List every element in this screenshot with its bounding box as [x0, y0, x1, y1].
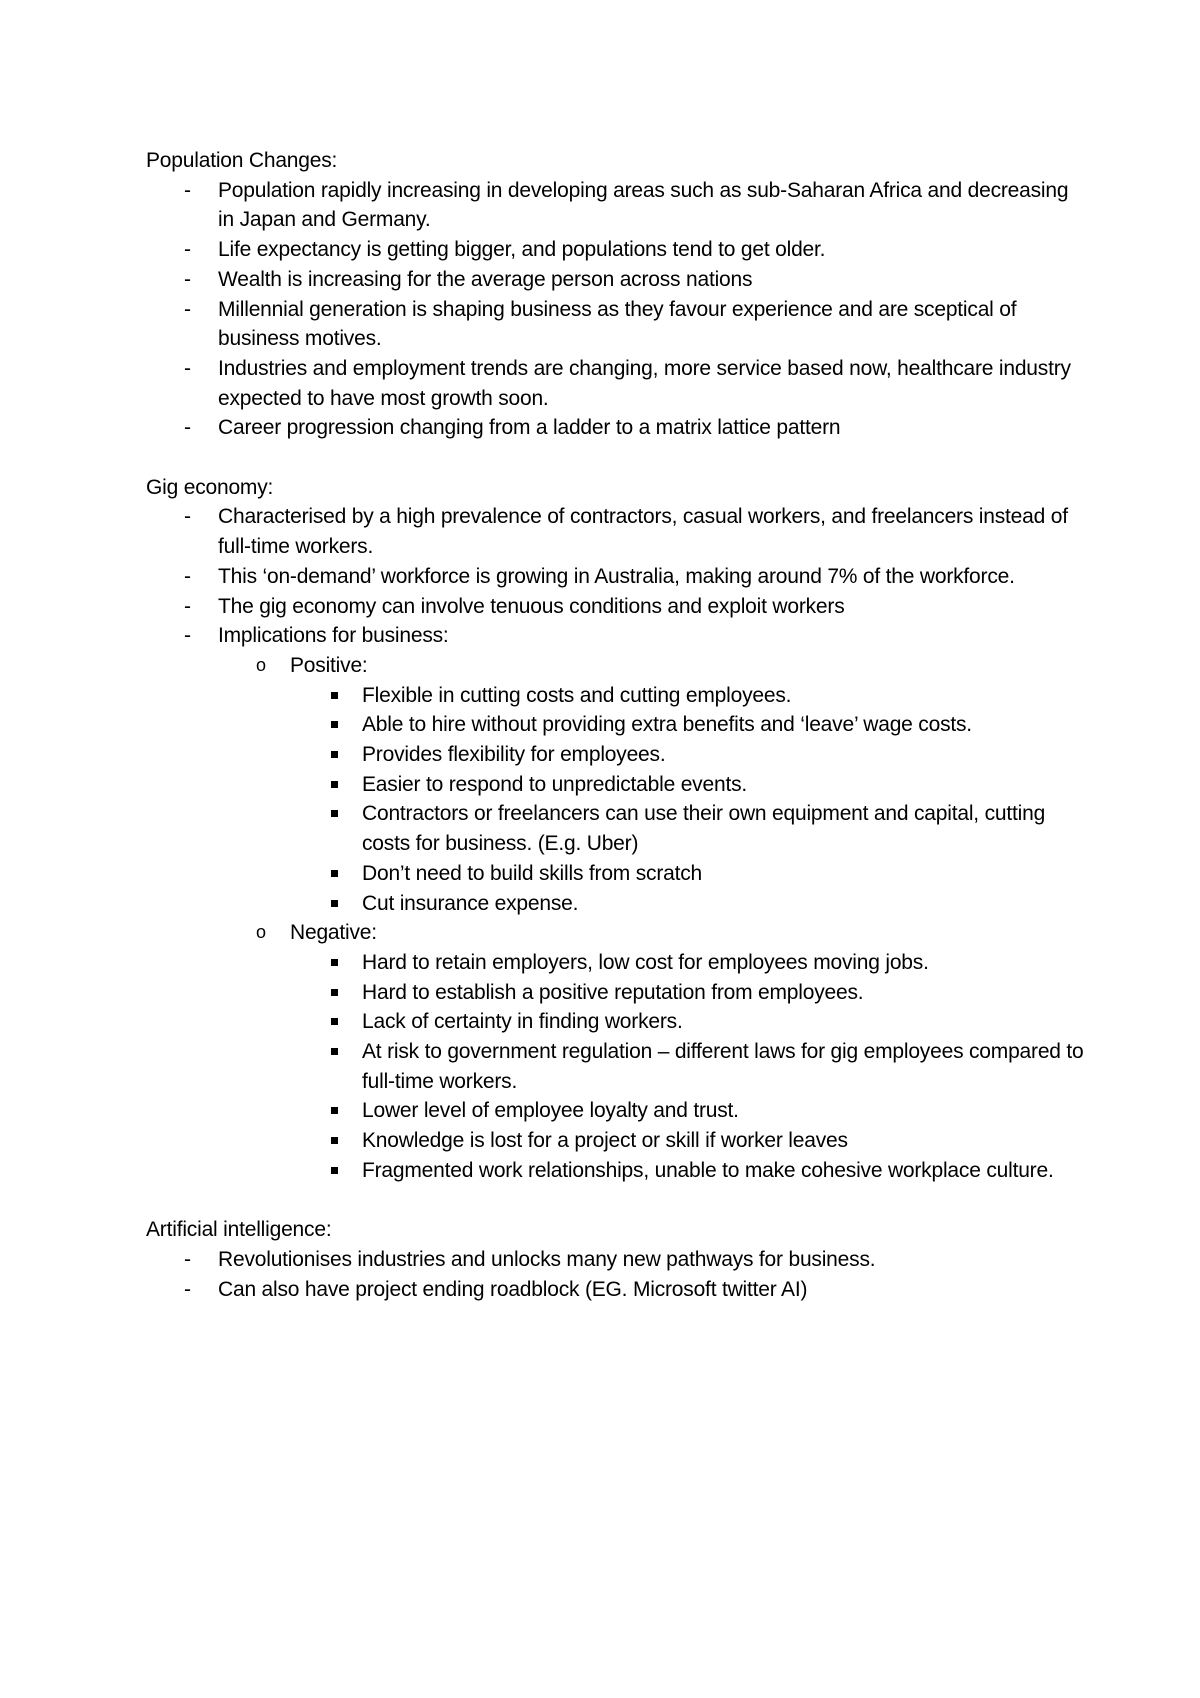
- list-item: [290, 710, 1086, 740]
- section-heading-gig-economy: Gig economy:: [146, 475, 274, 499]
- list-item: [146, 235, 1086, 265]
- paragraph-gap: [146, 1186, 1086, 1216]
- dash-bullet: -: [184, 1247, 191, 1271]
- paragraph-gap: [146, 443, 1086, 473]
- square-bullet: [331, 810, 338, 817]
- list-item-text: Contractors or freelancers can use their own equipment and capital, cutting costs for business. (E.g. Uber): [362, 802, 1046, 856]
- subheading-negative: Negative:: [290, 921, 377, 945]
- list-item-text: Hard to establish a positive reputation from employees.: [362, 980, 864, 1004]
- list-item-text: This ‘on-demand’ workforce is growing in Australia, making around 7% of the workforce.: [218, 564, 1015, 588]
- section-heading-population: Population Changes:: [146, 149, 338, 172]
- list-item-text: Lack of certainty in finding workers.: [362, 1010, 683, 1034]
- list-item: [146, 1245, 1086, 1275]
- subheading-positive: Positive:: [290, 653, 368, 677]
- list-item: [218, 651, 1086, 918]
- square-bullet: [331, 751, 338, 758]
- list-item-text: Provides flexibility for employees.: [362, 743, 666, 767]
- list-item: [290, 889, 1086, 919]
- dash-bullet: -: [184, 267, 191, 291]
- square-bullet: [331, 721, 338, 728]
- ai-list: [146, 1245, 1086, 1304]
- list-item: [290, 770, 1086, 800]
- dash-bullet: -: [184, 505, 191, 529]
- implications-list: [218, 651, 1086, 1186]
- list-item: [290, 740, 1086, 770]
- list-item: [290, 1156, 1086, 1186]
- list-item-text: Millennial generation is shaping business as they favour experience and are sceptical of business motives.: [218, 297, 1017, 351]
- list-item: [146, 295, 1086, 354]
- list-item-text: Industries and employment trends are changing, more service based now, healthcare industry expected to have most growth soon.: [218, 356, 1071, 410]
- square-bullet: [331, 870, 338, 877]
- list-item-text: Career progression changing from a ladder to a matrix lattice pattern: [218, 416, 841, 440]
- list-item: [146, 562, 1086, 592]
- positive-list: [290, 681, 1086, 919]
- list-item: [290, 948, 1086, 978]
- list-item: [290, 1126, 1086, 1156]
- dash-bullet: -: [184, 564, 191, 588]
- list-item: [290, 1007, 1086, 1037]
- document-body: [146, 146, 1086, 1304]
- list-item-text: Don’t need to build skills from scratch: [362, 861, 703, 885]
- section-heading-ai: Artificial intelligence:: [146, 1218, 332, 1242]
- list-item: [146, 413, 1086, 443]
- dash-bullet: -: [184, 297, 191, 321]
- dash-bullet: -: [184, 416, 191, 440]
- list-item: [290, 859, 1086, 889]
- list-item-text: Cut insurance expense.: [362, 891, 579, 915]
- list-item-text: Wealth is increasing for the average person across nations: [218, 267, 753, 291]
- list-item-text: Knowledge is lost for a project or skill if worker leaves: [362, 1129, 848, 1153]
- list-item: [146, 176, 1086, 235]
- list-item-text: Implications for business:: [218, 624, 449, 648]
- dash-bullet: -: [184, 624, 191, 648]
- list-item: [290, 1037, 1086, 1096]
- list-item: [146, 592, 1086, 622]
- dash-bullet: -: [184, 238, 191, 262]
- square-bullet: [331, 900, 338, 907]
- negative-list: [290, 948, 1086, 1186]
- list-item: [146, 502, 1086, 561]
- list-item-text: Life expectancy is getting bigger, and populations tend to get older.: [218, 238, 826, 262]
- square-bullet: [331, 1018, 338, 1025]
- list-item: [290, 799, 1086, 858]
- square-bullet: [331, 1107, 338, 1114]
- dash-bullet: -: [184, 1277, 191, 1301]
- gig-economy-list: [146, 502, 1086, 1185]
- square-bullet: [331, 692, 338, 699]
- dash-bullet: -: [184, 356, 191, 380]
- list-item: [146, 265, 1086, 295]
- square-bullet: [331, 1048, 338, 1055]
- list-item: [218, 918, 1086, 1185]
- list-item-text: Easier to respond to unpredictable events.: [362, 772, 748, 796]
- circle-bullet: o: [256, 654, 266, 675]
- list-item-text: Characterised by a high prevalence of contractors, casual workers, and freelancers instead of full-time workers.: [218, 505, 1068, 559]
- list-item: [146, 621, 1086, 1185]
- list-item-text: Flexible in cutting costs and cutting employees.: [362, 683, 792, 707]
- circle-bullet: o: [256, 922, 266, 943]
- list-item-text: The gig economy can involve tenuous conditions and exploit workers: [218, 594, 845, 618]
- list-item: [290, 978, 1086, 1008]
- population-list: [146, 176, 1086, 443]
- list-item-text: Population rapidly increasing in developing areas such as sub-Saharan Africa and decreasing in Japan and Germany.: [218, 178, 1069, 232]
- list-item: [290, 681, 1086, 711]
- list-item-text: Hard to retain employers, low cost for employees moving jobs.: [362, 950, 929, 974]
- square-bullet: [331, 959, 338, 966]
- square-bullet: [331, 1137, 338, 1144]
- list-item: [146, 354, 1086, 413]
- list-item-text: Fragmented work relationships, unable to make cohesive workplace culture.: [362, 1158, 1054, 1182]
- dash-bullet: -: [184, 594, 191, 618]
- list-item-text: Able to hire without providing extra benefits and ‘leave’ wage costs.: [362, 713, 972, 737]
- dash-bullet: -: [184, 178, 191, 202]
- square-bullet: [331, 989, 338, 996]
- list-item: [146, 1275, 1086, 1305]
- square-bullet: [331, 1167, 338, 1174]
- list-item-text: Lower level of employee loyalty and trust.: [362, 1099, 739, 1123]
- list-item-text: Revolutionises industries and unlocks many new pathways for business.: [218, 1247, 876, 1271]
- list-item-text: Can also have project ending roadblock (EG. Microsoft twitter AI): [218, 1277, 808, 1301]
- square-bullet: [331, 781, 338, 788]
- list-item: [290, 1096, 1086, 1126]
- list-item-text: At risk to government regulation – different laws for gig employees compared to full-time workers.: [362, 1040, 1084, 1093]
